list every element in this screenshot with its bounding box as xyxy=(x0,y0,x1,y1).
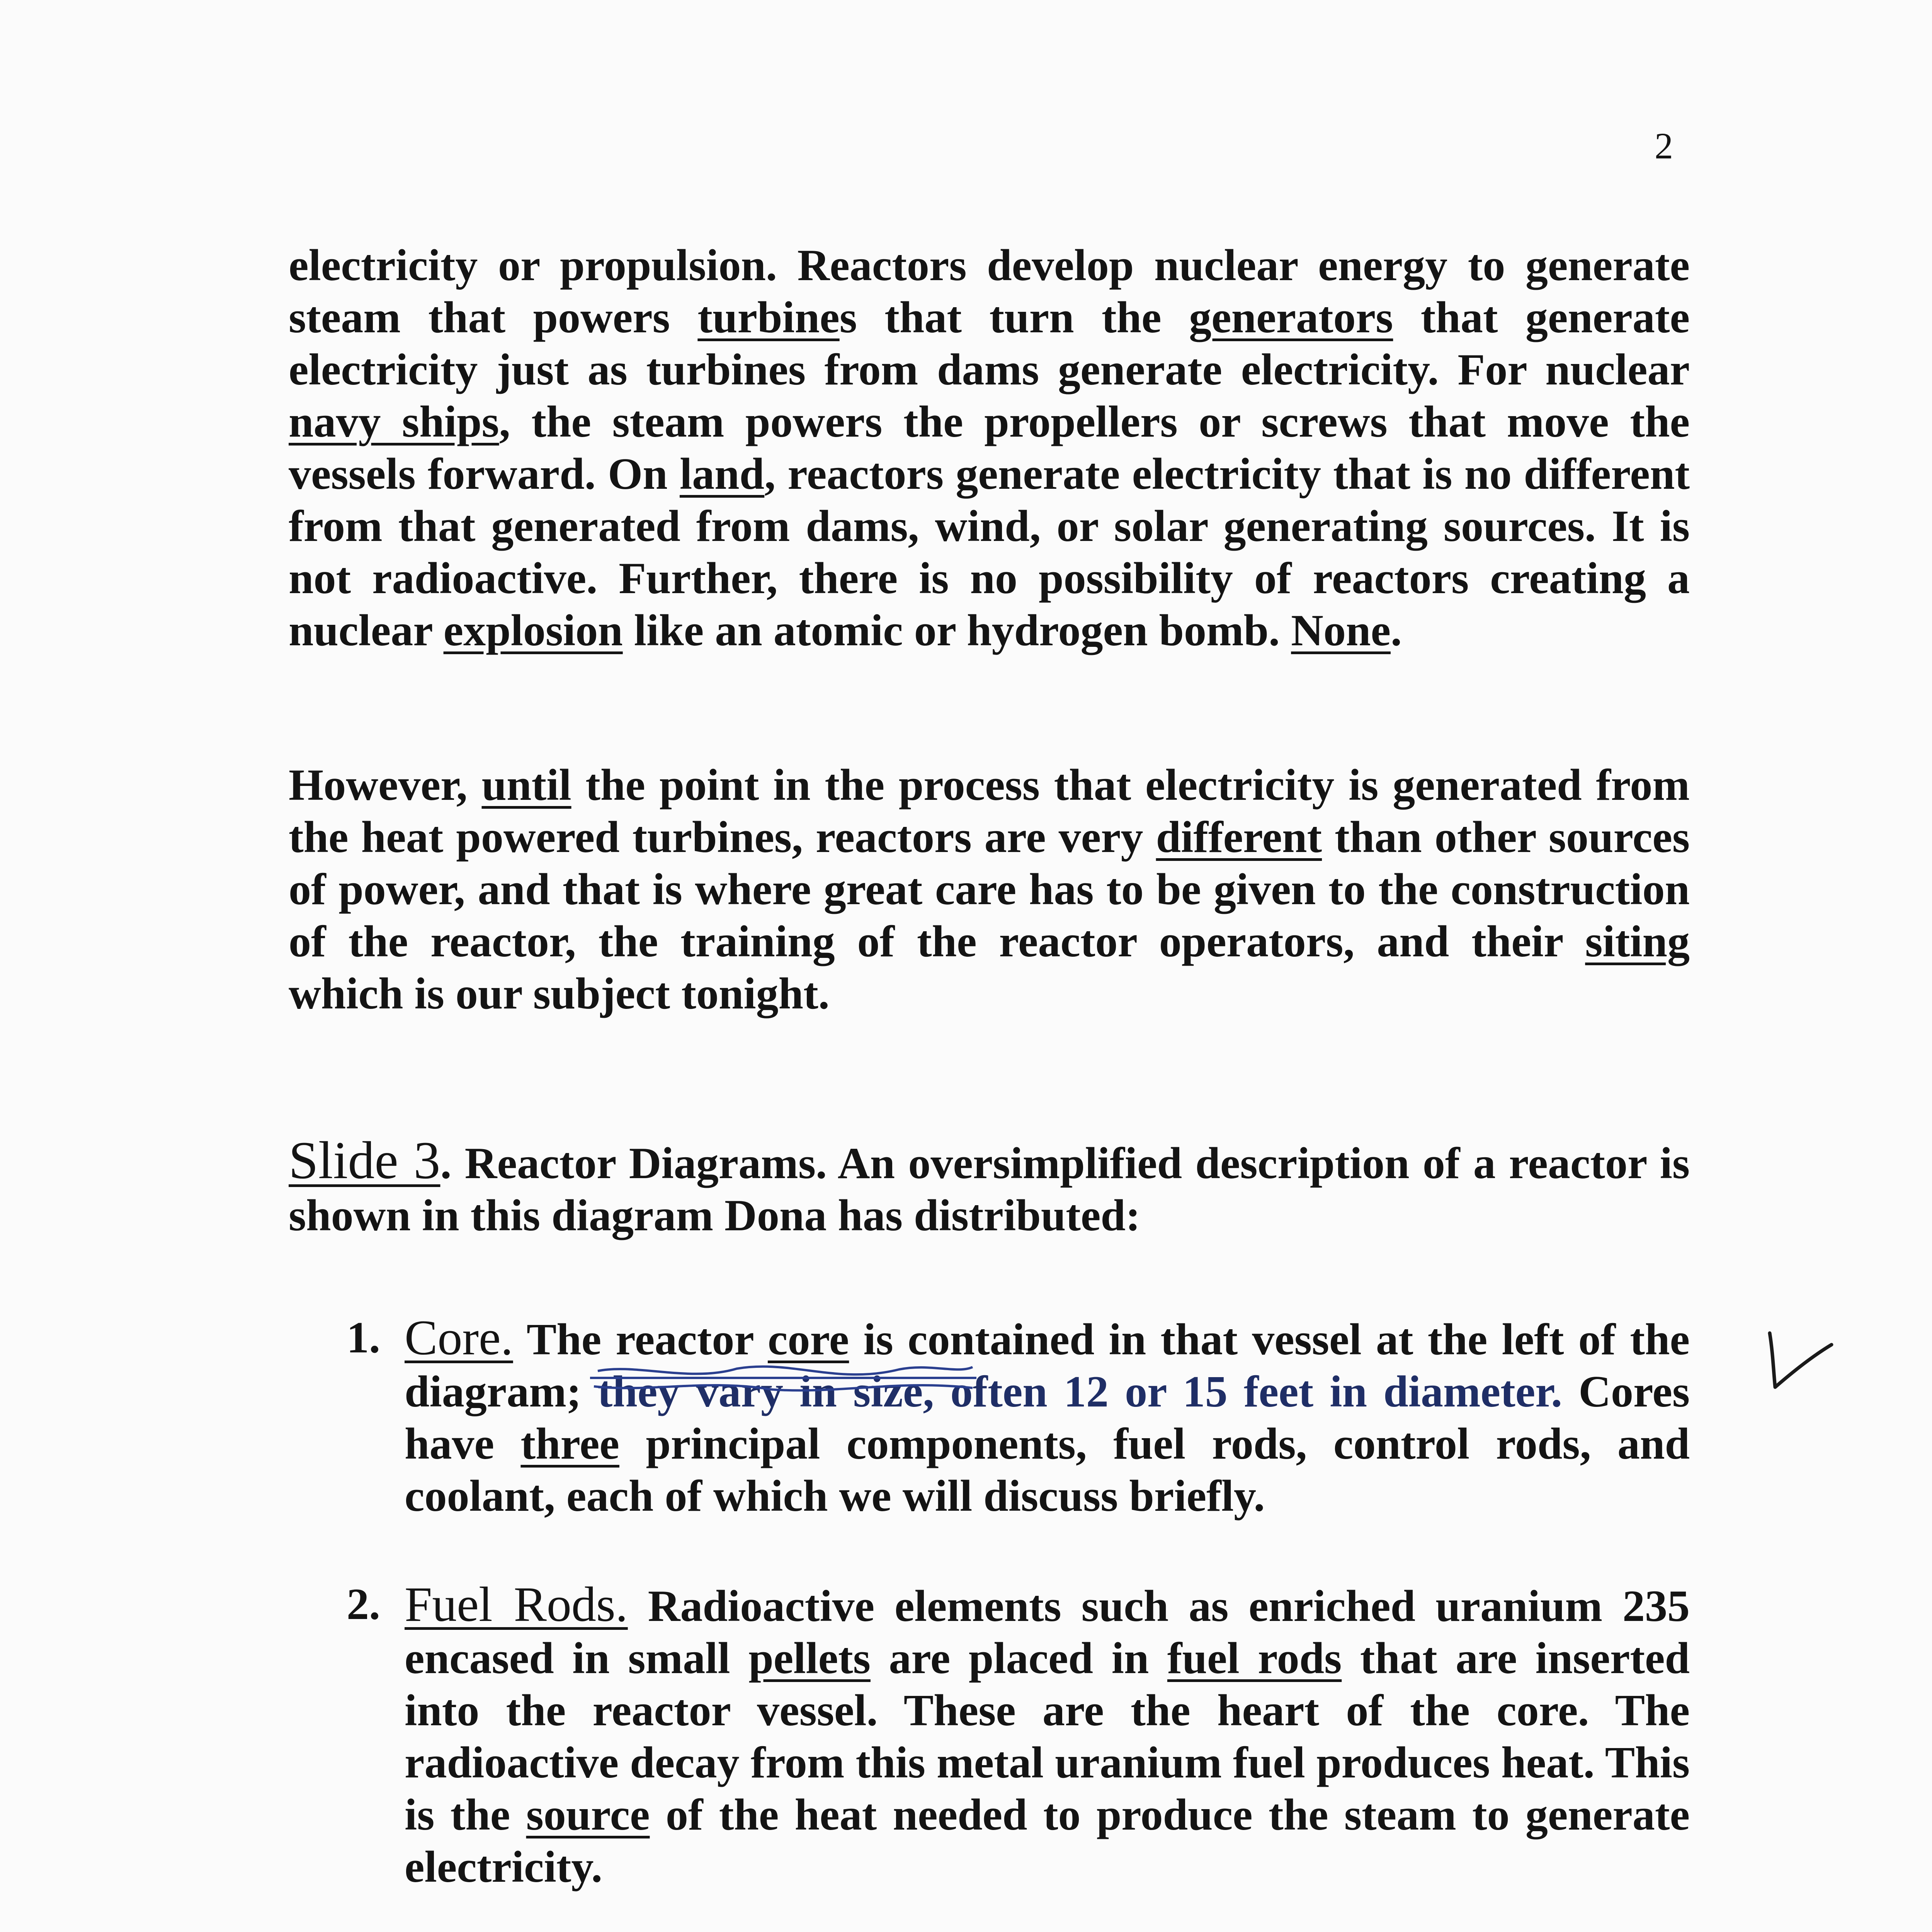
item-number: 2. xyxy=(347,1580,380,1629)
paragraph-intro xyxy=(289,240,1690,657)
underlined-source: source xyxy=(526,1790,650,1840)
underlined-land: land xyxy=(679,449,765,499)
list-item-fuel-rods xyxy=(347,1577,1690,1893)
underlined-pellets: pellets xyxy=(748,1634,871,1683)
text-run: the point in the process that electricity is generated from the heat powered turbines, reactors are very xyxy=(289,760,1690,862)
text-run: , the steam powers the propellers or screws that move the vessels forward. On xyxy=(289,397,1690,499)
text-run: which is our subject tonight. xyxy=(289,969,830,1019)
struck-through-text xyxy=(598,1367,1562,1417)
underlined-none: None xyxy=(1291,606,1391,655)
text-run: , reactors generate electricity that is no different from that generated from dams, wind, or solar generating sources. It is not radioactive. Further, there is no possibility of reactors creating a nuclear xyxy=(289,449,1690,655)
text-run: than other sources of power, and that is where great care has to be given to the construction of the reactor, the training of the reactor operators, and their xyxy=(289,813,1690,966)
underlined-three: three xyxy=(520,1419,619,1469)
underlined-core: core xyxy=(767,1315,849,1364)
underlined-navy-ships: navy ships xyxy=(289,397,499,447)
item-number: 1. xyxy=(347,1313,380,1362)
underlined-fuel-rods: fuel rods xyxy=(1167,1634,1342,1683)
text-run: The reactor xyxy=(513,1315,768,1364)
slide-3-heading: Slide 3 xyxy=(289,1131,440,1190)
underlined-turbines: turbine xyxy=(697,293,840,342)
text-run: like an atomic or hydrogen bomb. xyxy=(622,606,1291,655)
text-run: are placed in xyxy=(870,1634,1167,1683)
text-run: . Reactor Diagrams. An oversimplified description of a reactor is shown in this diagram Dona has distributed: xyxy=(289,1139,1690,1240)
text-run: s that turn the xyxy=(839,293,1189,342)
underlined-different: different xyxy=(1156,813,1322,862)
text-run: Radioactive elements such as enriched uranium 235 encased in small xyxy=(405,1582,1690,1683)
item-heading-fuel-rods: Fuel Rods. xyxy=(405,1577,628,1632)
paragraph-however xyxy=(289,759,1690,1020)
underlined-siting: siting xyxy=(1585,917,1690,966)
text-run: However, xyxy=(289,760,482,810)
underlined-explosion: explosion xyxy=(443,606,623,655)
text-run: . xyxy=(1390,606,1402,655)
list-item-core xyxy=(347,1310,1690,1522)
text-run: that are inserted into the reactor vessel. These are the heart of the core. The radioactive decay from this metal uranium fuel produces heat. This is the xyxy=(405,1634,1690,1840)
text-run: of the heat needed to produce the steam to generate electricity. xyxy=(405,1790,1690,1892)
check-mark-icon xyxy=(1762,1329,1835,1395)
text-run: principal components, fuel rods, control rods, and coolant, each of which we will discuss briefly. xyxy=(405,1419,1690,1521)
text-run: is contained in that vessel at the left of the diagram; xyxy=(405,1315,1690,1417)
item-heading-core: Core. xyxy=(405,1310,513,1365)
text-run: that generate electricity just as turbines from dams generate electricity. For nuclear xyxy=(289,293,1690,395)
underlined-generators: generators xyxy=(1189,293,1393,342)
text-run: Cores have xyxy=(405,1367,1690,1469)
text-run: electricity or propulsion. Reactors develop nuclear energy to generate steam that powers xyxy=(289,241,1690,342)
underlined-until: until xyxy=(481,760,571,810)
page-number: 2 xyxy=(1655,125,1673,167)
struck-text: they vary in size, often 12 or 15 feet in diameter. xyxy=(597,1367,1563,1417)
slide-3-paragraph xyxy=(289,1131,1690,1242)
